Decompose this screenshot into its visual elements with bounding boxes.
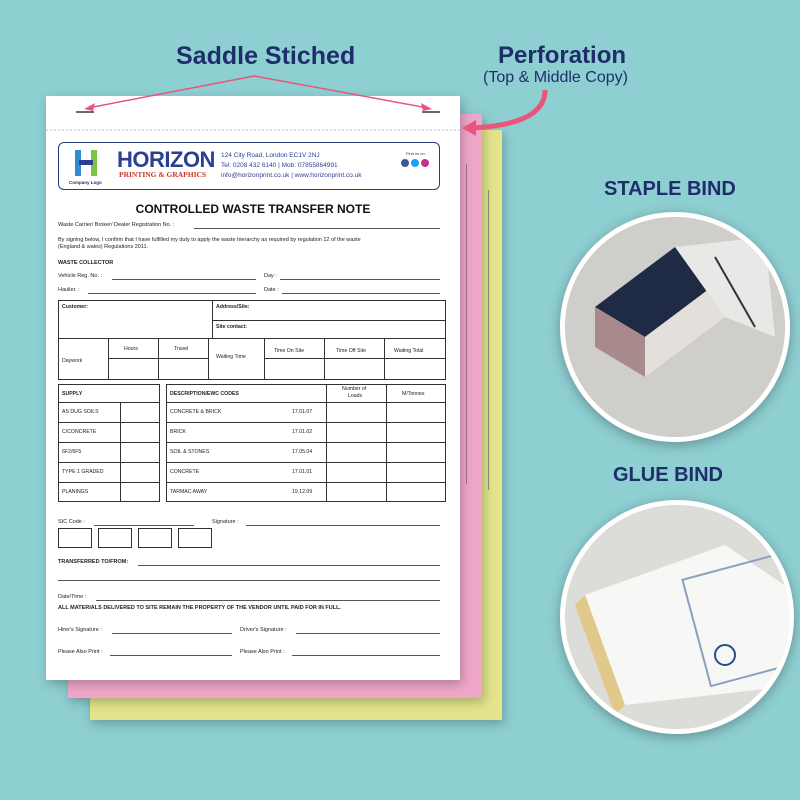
daywork-label: Daywork [62,358,83,364]
brand-subtitle: PRINTING & GRAPHICS [119,170,207,179]
twitter-icon [411,159,419,167]
company-web: info@horizonprint.co.uk | www.horizonprint.co.uk [221,172,362,179]
haulier-field[interactable] [88,293,256,294]
sic-box[interactable] [138,528,172,548]
ewc-item-code: 19.12.09 [292,489,313,495]
ewc-item-name: TARMAC AWAY [170,489,208,495]
perforation-label: Perforation [498,42,627,69]
h-logo-icon [71,148,101,178]
hirer-signature-field[interactable] [112,633,232,634]
ewc-item-code: 17.05.04 [292,449,313,455]
please-print-label: Please Also Print : [58,649,103,655]
company-header [58,142,440,190]
sic-code-field[interactable] [94,525,194,526]
materials-notice: ALL MATERIALS DELIVERED TO SITE REMAIN THE PROPERTY OF THE VENDOR UNTIL PAID FOR IN FULL. [58,605,341,611]
vehicle-reg-label: Vehicle Reg. No. : [58,273,103,279]
company-phone: Tel: 0208 432 6140 | Mob: 07855864991 [221,162,338,169]
vehicle-reg-field[interactable] [112,279,256,280]
transferred-heading: TRANSFERRED TO/FROM: [58,559,129,565]
company-logo-caption: Company Logo [69,180,102,185]
ewc-item-name: SOIL & STONES [170,449,210,455]
company-address: 124 City Road, London EC1V 2NJ [221,152,320,159]
hirer-signature-label: Hirer's Signature : [58,627,102,633]
instagram-icon [421,159,429,167]
sic-box[interactable] [98,528,132,548]
glue-bind-illustration [565,505,794,734]
carrier-registration-field[interactable] [194,228,440,229]
supply-item: 6F2/6F5 [62,449,82,455]
ewc-item-code: 17.01.02 [292,429,313,435]
customer-table [58,300,446,380]
form-title: CONTROLLED WASTE TRANSFER NOTE [135,202,371,216]
supply-item: AS DUG SOILS [62,409,99,415]
ewc-item-name: CONCRETE [170,469,200,475]
transferred-field[interactable] [138,565,440,566]
brand-name: HORIZON [117,147,215,172]
driver-signature-field[interactable] [296,633,440,634]
ewc-item-code: 17.01.07 [292,409,313,415]
waste-collector-heading: WASTE COLLECTOR [58,260,114,266]
declaration-line-1: By signing below, I confirm that I have fulfilled my duty to apply the waste hierarchy as required by regulation 12 of the waste [58,237,361,243]
driver-signature-label: Driver's Signature : [240,627,287,633]
sic-code-label: SIC Code : [58,519,85,525]
ewc-item-code: 17.01.01 [292,469,313,475]
travel-header: Travel [174,346,189,352]
time-on-site-header: Time On Site [274,348,305,354]
please-print-label: Please Also Print : [240,649,285,655]
supply-item: C/CONCRETE [62,429,97,435]
carrier-registration-label: Waste Carrier/ Broker/ Dealer Registration No. : [58,222,175,228]
customer-label: Customer: [62,304,88,310]
ewc-item-name: CONCRETE & BRICK [170,409,222,415]
supply-item: PLANINGS [62,489,89,495]
sic-box[interactable] [58,528,92,548]
date-label: Date : [264,287,279,293]
m-tonnes-header: M/Tonnes [402,391,425,397]
find-us-label: Find us on [406,151,425,156]
staple-bind-illustration [565,217,790,442]
please-print-field[interactable] [292,655,440,656]
facebook-icon [401,159,409,167]
supply-header: SUPPLY [62,391,83,397]
please-print-field[interactable] [110,655,232,656]
waiting-time-label: Waiting Time [216,354,246,360]
glue-bind-photo [560,500,794,734]
day-label: Day : [264,273,277,279]
perforation-sublabel: (Top & Middle Copy) [483,69,628,86]
saddle-stitched-label: Saddle Stiched [176,42,356,70]
date-time-label: Date/Time : [58,594,87,600]
time-off-site-header: Time Off Site [336,348,366,354]
address-site-label: Address/Site: [216,304,250,310]
hours-header: Hours [124,346,138,352]
waste-transfer-form [46,96,460,680]
day-field[interactable] [280,279,440,280]
number-of-loads-header: Loads [348,393,363,399]
supply-item: TYPE 1 GRADED [62,469,104,475]
waiting-total-header: Waiting Total [394,348,424,354]
site-contact-label: Site contact: [216,324,248,330]
number-of-loads-header: Number of [342,386,367,392]
haulier-label: Haulier. : [58,287,80,293]
signature-field[interactable] [246,525,440,526]
date-time-field[interactable] [96,600,440,601]
ewc-item-name: BRICK [170,429,186,435]
sic-box[interactable] [178,528,212,548]
transferred-field-2[interactable] [58,580,440,581]
date-field[interactable] [282,293,440,294]
glue-bind-label: GLUE BIND [613,464,723,486]
signature-label: Signature : [212,519,239,525]
staple-bind-photo [560,212,790,442]
staple-bind-label: STAPLE BIND [604,178,736,200]
description-header: DESCRIPTION/EWC CODES [170,391,239,397]
declaration-line-2: (England & wales) Regulations 2011. [58,244,149,250]
